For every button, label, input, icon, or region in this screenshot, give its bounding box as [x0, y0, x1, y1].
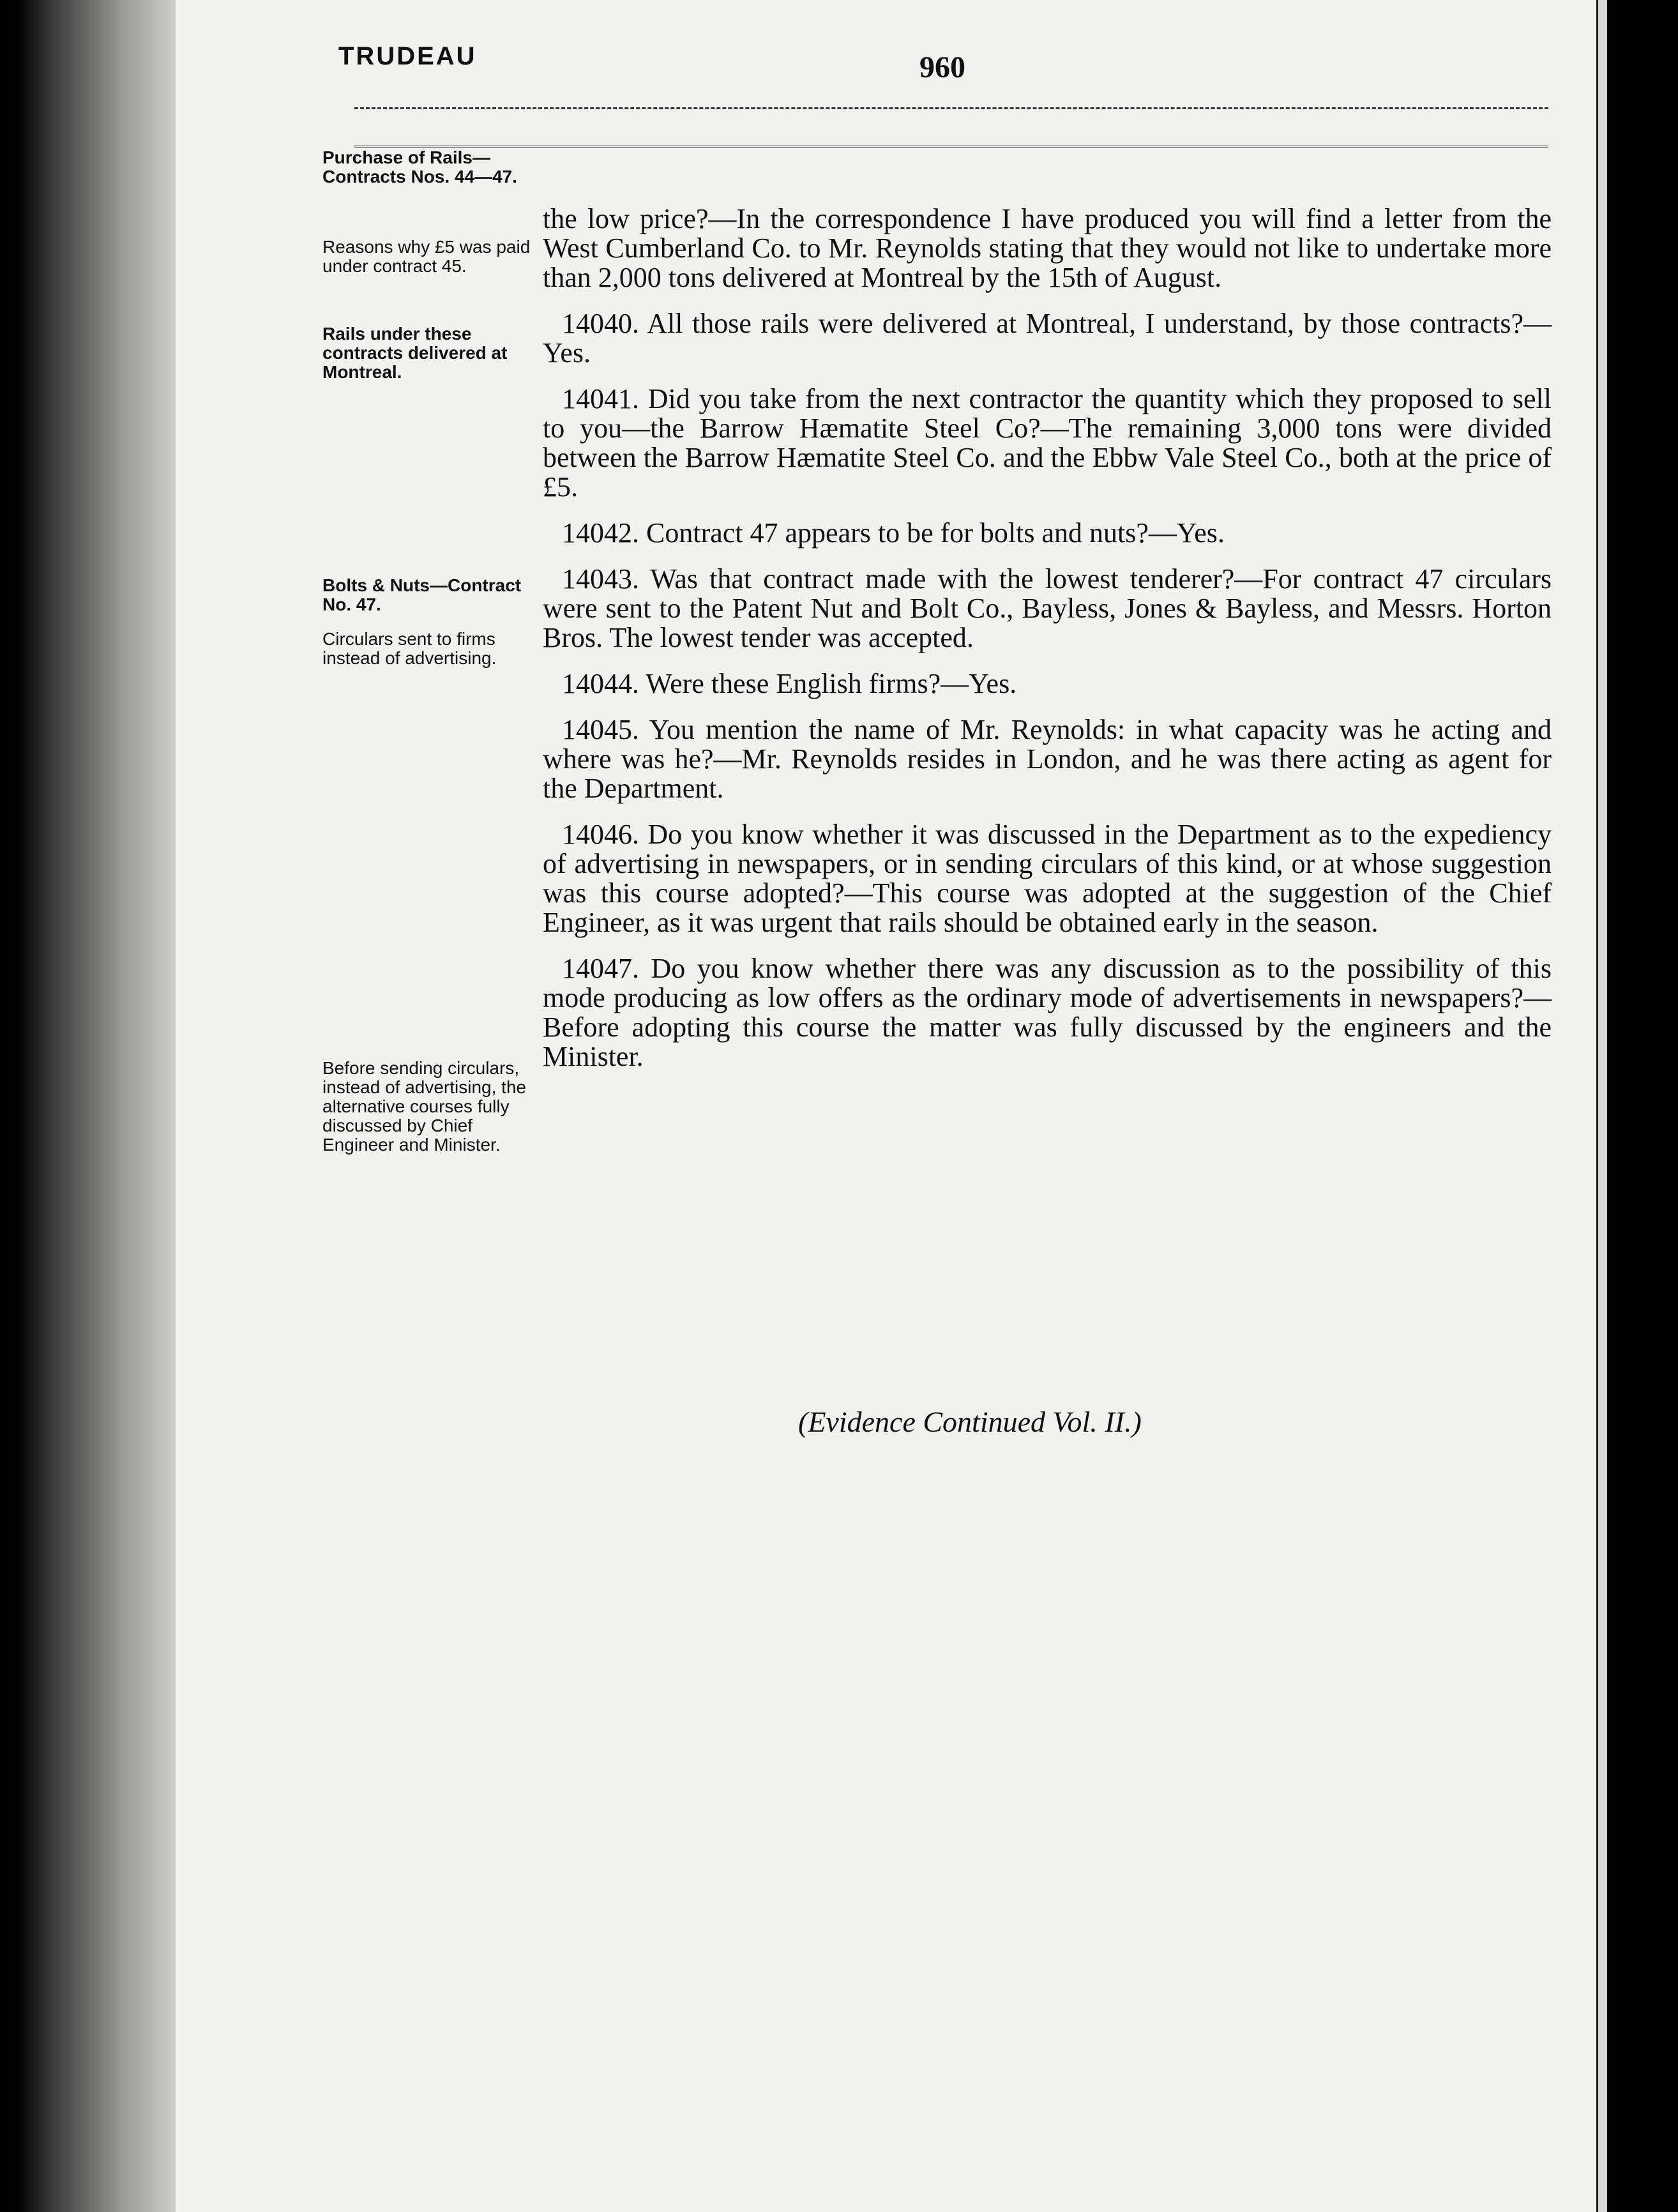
- margin-note-purchase-of-rails: Purchase of Rails—Contracts Nos. 44—47.: [322, 148, 517, 186]
- closing-note: (Evidence Continued Vol. II.): [798, 1405, 1142, 1438]
- paragraph-14045: 14045. You mention the name of Mr. Reynolds: in what capacity was he acting and where was he?—Mr. Reynolds resides in London, and he was there acting as agent for the Department.: [543, 714, 1552, 804]
- margin-note-before-sending: Before sending circulars, instead of advertising, the alternative courses fully discussed by Chief Engineer and Minister.: [322, 1058, 527, 1155]
- margin-note-bolts-nuts: Bolts & Nuts—Contract No. 47.: [322, 575, 522, 614]
- page-edge: [1596, 0, 1607, 2212]
- margin-note-rails-delivered: Rails under these contracts delivered at Montreal.: [322, 324, 508, 382]
- paragraph-14044: 14044. Were these English firms?—Yes.: [562, 668, 1017, 699]
- header-rule: [354, 107, 1548, 109]
- header-rule-double: [354, 146, 1548, 148]
- body-text: [543, 204, 1552, 1088]
- margin-note-reasons: Reasons why £5 was paid under contract 45.: [322, 237, 531, 276]
- paragraph-14042: 14042. Contract 47 appears to be for bolts and nuts?—Yes.: [562, 517, 1225, 549]
- paragraph-14043: 14043. Was that contract made with the lowest tenderer?—For contract 47 circulars were sent to the Patent Nut and Bolt Co., Bayless, Jones & Bayless, and Messrs. Horton Bros. The lowest tender was accepted.: [543, 563, 1552, 653]
- paragraph-14046: 14046. Do you know whether it was discussed in the Department as to the expediency of advertising in newspapers, or in sending circulars of this kind, or at whose suggestion was this course adopted?—This course was adopted at the suggestion of the Chief Engineer, as it was urgent that rails should be obtained early in the season.: [543, 819, 1552, 938]
- paragraph-14041: 14041. Did you take from the next contractor the quantity which they proposed to sell to you—the Barrow Hæmatite Steel Co?—The remaining 3,000 tons were divided between the Barrow Hæmatite Steel Co. and the Ebbw Vale Steel Co., both at the price of £5.: [543, 383, 1552, 503]
- paragraph-continuation: the low price?—In the correspondence I have produced you will find a letter from the West Cumberland Co. to Mr. Reynolds stating that they would not like to undertake more than 2,000 tons delivered at Montreal by the 15th of August.: [543, 203, 1552, 293]
- paragraph-14047: 14047. Do you know whether there was any discussion as to the possibility of this mode producing as low offers as the ordinary mode of advertisements in newspapers?—Before adopting this course the matter was fully discussed by the engineers and the Minister.: [543, 953, 1552, 1072]
- page-binding-shadow: [0, 0, 176, 2212]
- page-number: 960: [919, 50, 965, 84]
- margin-note-circulars: Circulars sent to firms instead of advertising.: [322, 629, 497, 668]
- running-head: TRUDEAU: [338, 42, 477, 70]
- paragraph-14040: 14040. All those rails were delivered at Montreal, I understand, by those contracts?—Yes.: [543, 308, 1552, 368]
